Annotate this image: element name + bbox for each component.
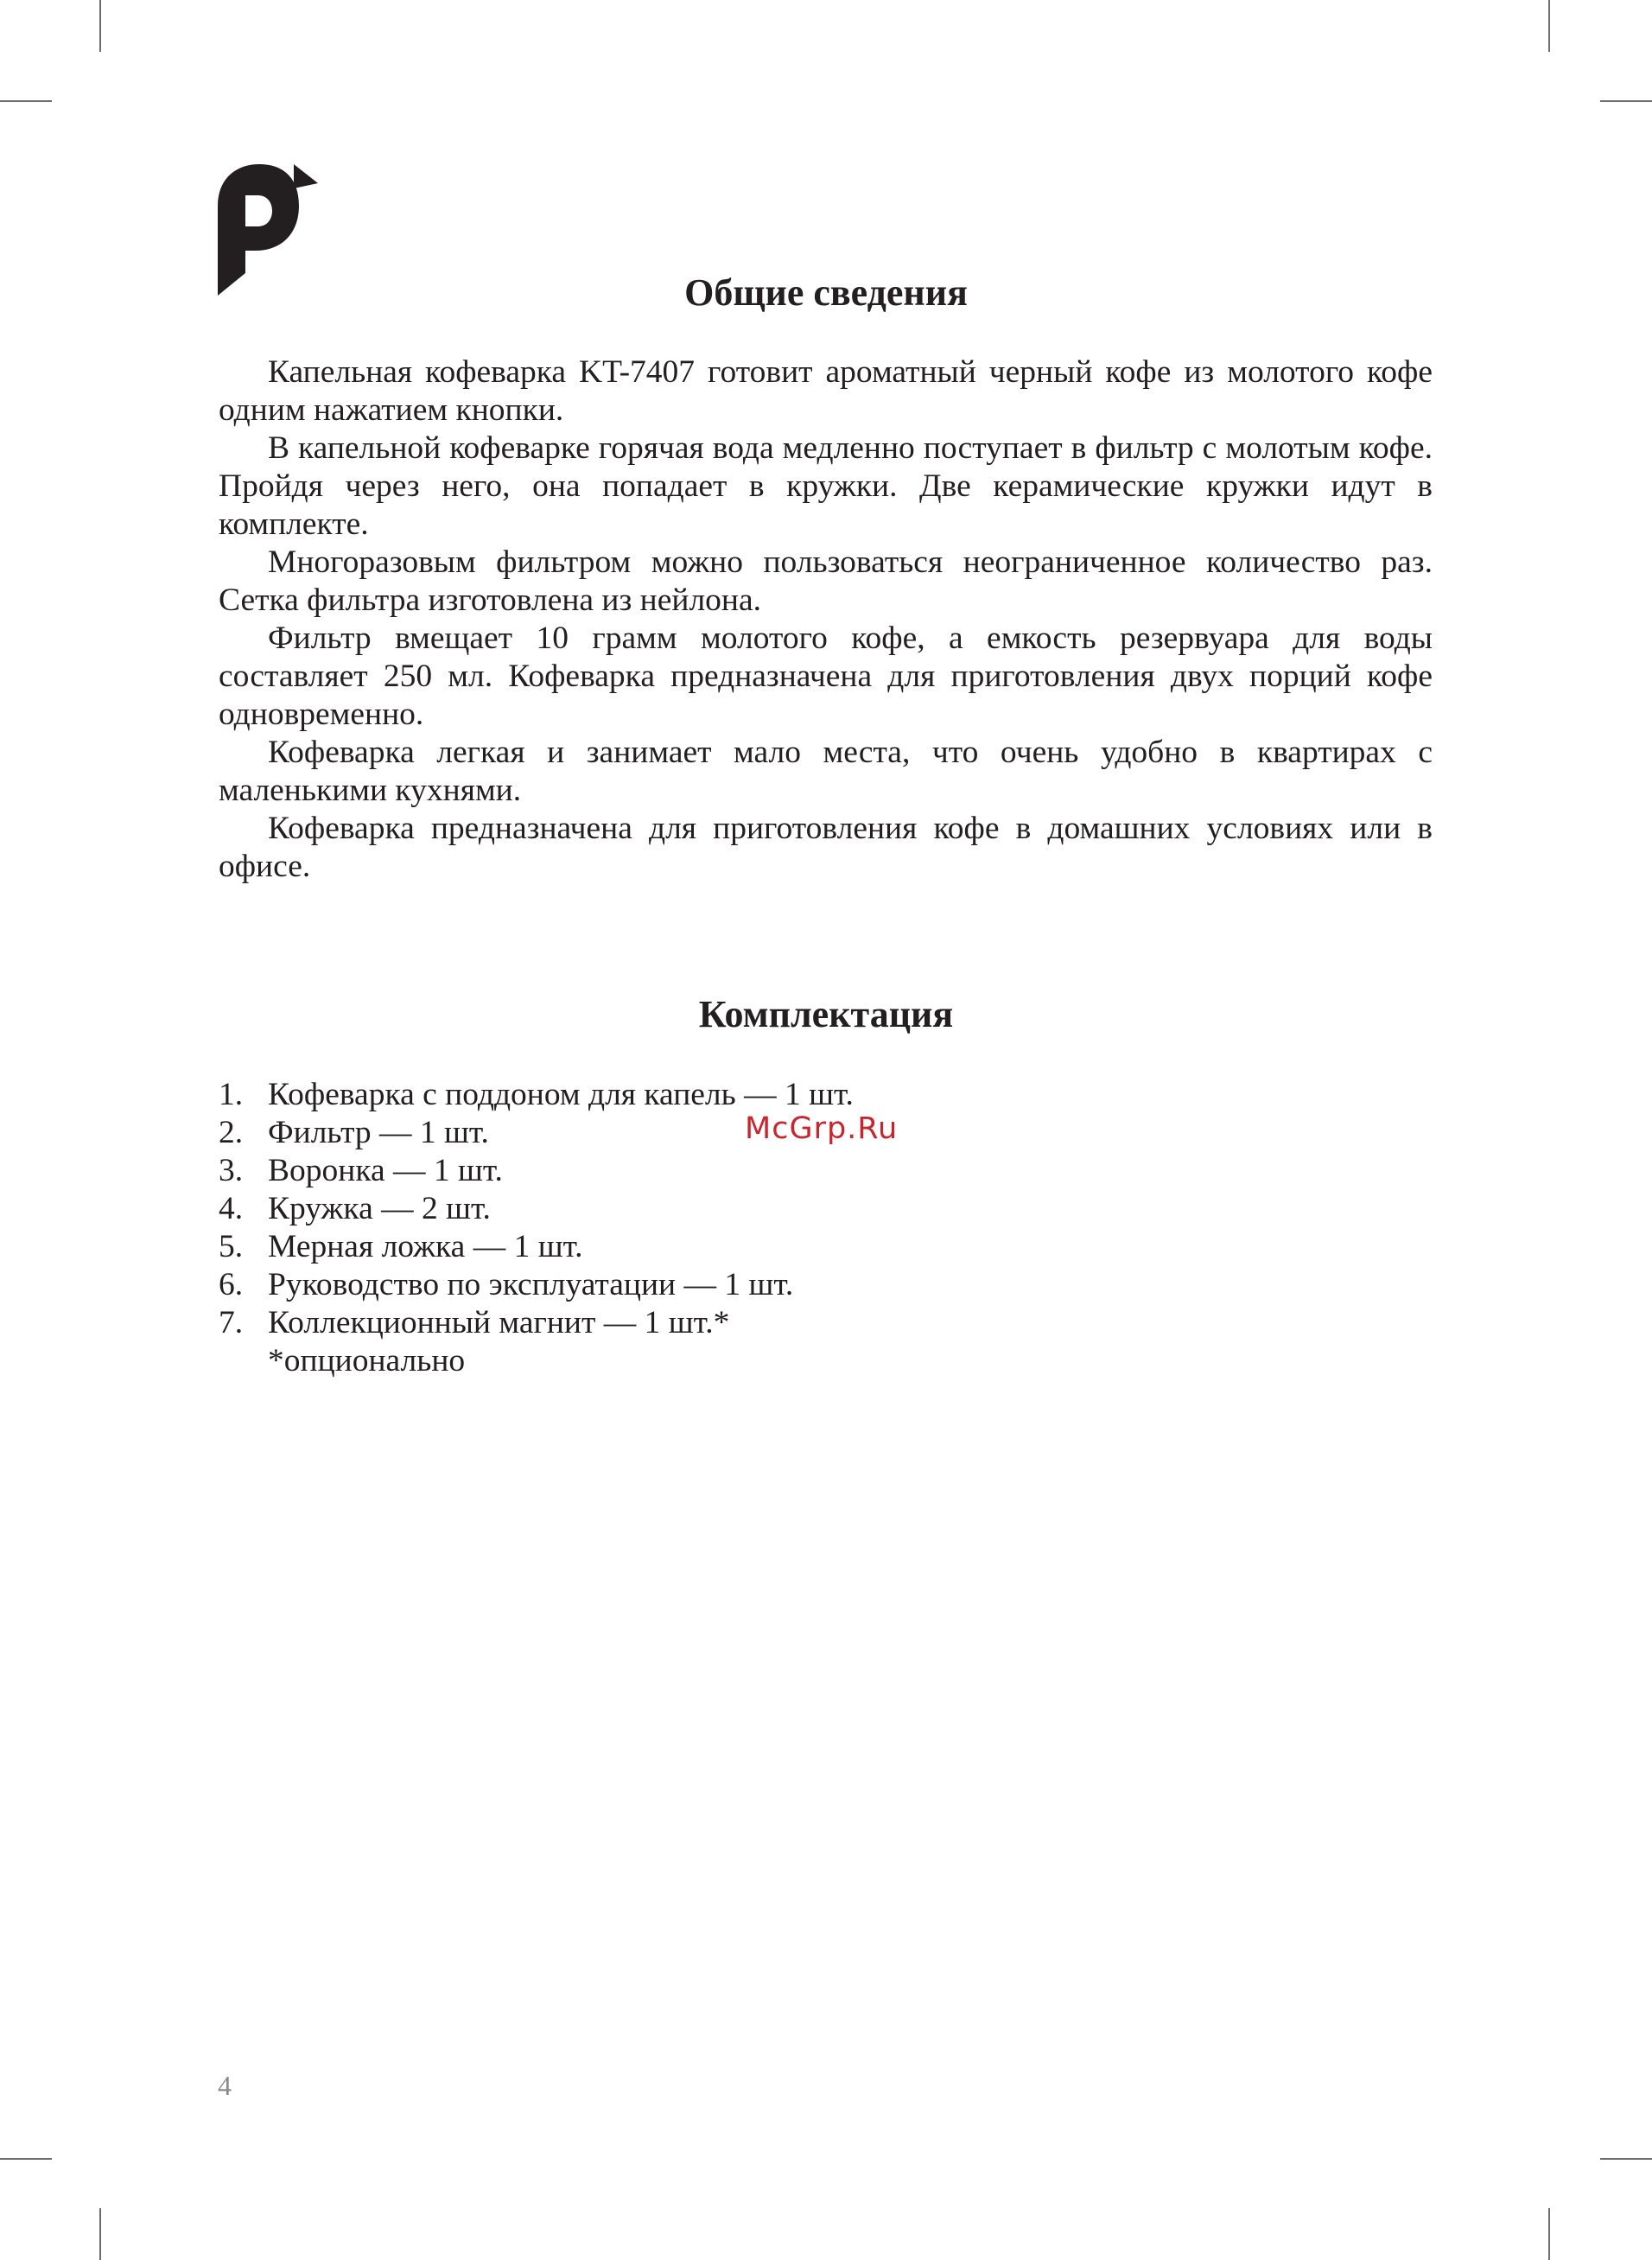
- list-item: [219, 1304, 1083, 1342]
- list-item-number: 6.: [219, 1267, 244, 1302]
- paragraph: Кофеварка легкая и занимает мало места, что очень удобно в квартирах с маленькими кухнями.: [219, 735, 1433, 808]
- list-item-number: 4.: [219, 1191, 244, 1226]
- paragraph: Кофеварка предназначена для приготовления кофе в домашних условиях или в офисе.: [219, 811, 1433, 884]
- list-item: [219, 1266, 1083, 1304]
- list-item: [219, 1152, 1083, 1190]
- section-title-general: Общие сведения: [684, 271, 968, 314]
- watermark-text: McGrp.Ru: [745, 1111, 899, 1146]
- crop-mark-top-left-horizontal: [0, 100, 52, 102]
- list-item: [219, 1228, 1083, 1266]
- section-title-kit: Комплектация: [698, 993, 954, 1035]
- paragraph: Капельная кофеварка KT-7407 готовит ароматный черный кофе из молотого кофе одним нажатием кнопки.: [219, 354, 1433, 428]
- crop-mark-top-right-horizontal: [1600, 100, 1652, 102]
- crop-mark-bottom-right-horizontal: [1600, 2158, 1652, 2160]
- list-item-text: Кружка — 2 шт.: [268, 1191, 491, 1226]
- general-body: [219, 353, 1433, 886]
- paragraph: Многоразовым фильтром можно пользоваться неограниченное количество раз. Сетка фильтра изготовлена из нейлона.: [219, 544, 1433, 618]
- paragraph: Фильтр вмещает 10 грамм молотого кофе, а емкость резервуара для воды составляет 250 мл. Кофеварка предназначена для приготовления двух порций кофе одновременно.: [219, 621, 1433, 732]
- crop-mark-bottom-right-vertical: [1548, 2208, 1550, 2260]
- list-item-text: Фильтр — 1 шт.: [268, 1115, 489, 1150]
- list-item: [219, 1190, 1083, 1228]
- page-number: 4: [218, 2070, 232, 2101]
- list-item-number: 7.: [219, 1305, 244, 1340]
- list-item-number: 3.: [219, 1153, 244, 1188]
- crop-mark-top-right-vertical: [1548, 0, 1550, 52]
- list-item-text: Кофеварка с поддоном для капель — 1 шт.: [268, 1077, 854, 1112]
- list-item-number: 2.: [219, 1115, 244, 1150]
- list-item-text: Мерная ложка — 1 шт.: [268, 1229, 583, 1264]
- crop-mark-bottom-left-horizontal: [0, 2158, 52, 2160]
- kit-footnote: *опционально: [268, 1343, 466, 1378]
- paragraph: В капельной кофеварке горячая вода медленно поступает в фильтр с молотым кофе. Пройдя через него, она попадает в кружки. Две керамические кружки идут в комплекте.: [219, 430, 1433, 542]
- kit-list: [219, 1076, 1083, 1342]
- list-item-text: Воронка — 1 шт.: [268, 1153, 503, 1188]
- list-item-text: Руководство по эксплуатации — 1 шт.: [268, 1267, 794, 1302]
- list-item-number: 1.: [219, 1077, 244, 1112]
- list-item-text: Коллекционный магнит — 1 шт.*: [268, 1305, 730, 1340]
- list-item: [219, 1114, 1083, 1152]
- list-item-number: 5.: [219, 1229, 244, 1264]
- crop-mark-bottom-left-vertical: [99, 2208, 101, 2260]
- list-item: [219, 1076, 1083, 1114]
- crop-mark-top-left-vertical: [99, 0, 101, 52]
